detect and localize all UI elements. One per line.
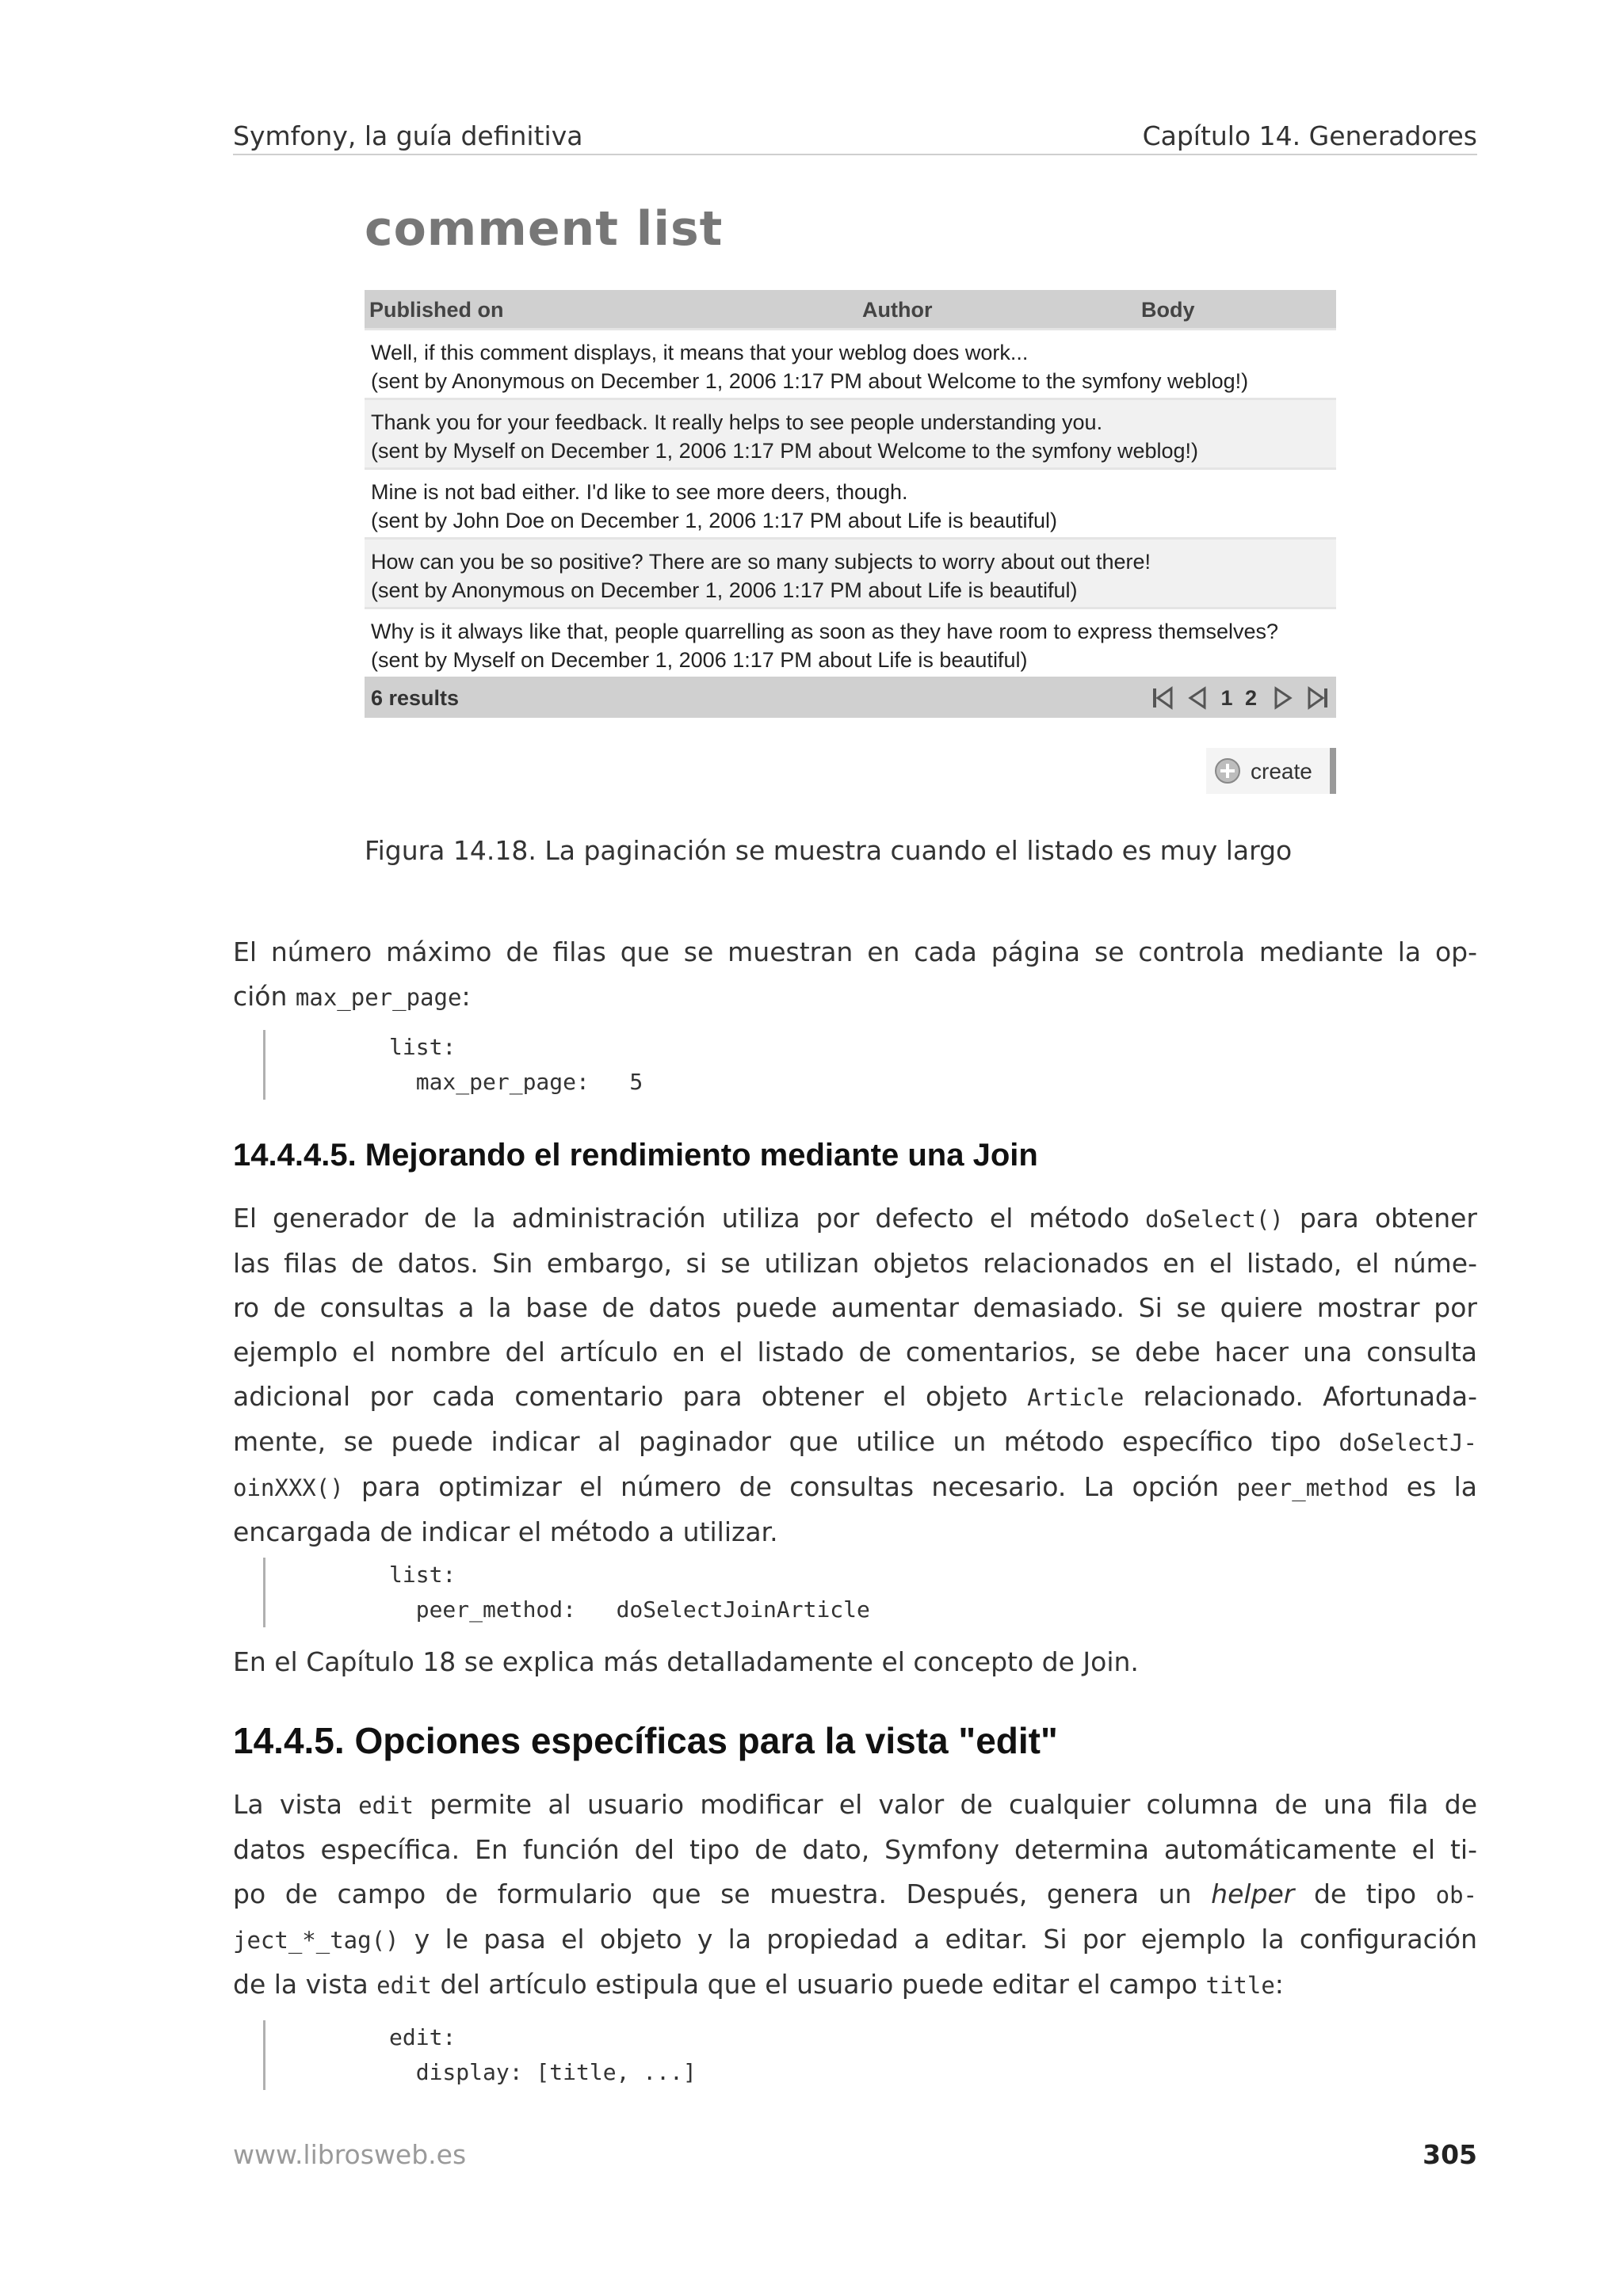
text-line: las filas de datos. Sin embargo, si se utilizan objetos relacionados en el listado, el núme- (233, 1248, 1477, 1279)
table-header (365, 290, 1336, 328)
code-line: edit: (389, 2024, 456, 2050)
text-line: de la vista edit del artículo estipula que el usuario puede editar el campo title: (233, 1969, 1284, 2000)
page-numbers[interactable]: 1 2 (1220, 685, 1260, 710)
table-row[interactable] (365, 398, 1336, 467)
figure-comment-list-title: comment list (365, 201, 724, 257)
text-line: ción max_per_page: (233, 981, 471, 1012)
text-line: mente, se puede indicar al paginador que utilice un método específico tipo doSelectJ- (233, 1426, 1477, 1457)
comment-body: Well, if this comment displays, it means that your weblog does work... (371, 341, 1029, 364)
text-line: ject_*_tag() y le pasa el objeto y la propiedad a editar. Si por ejemplo la configuración (233, 1924, 1477, 1955)
table-row[interactable] (365, 537, 1336, 607)
inline-code: ob- (1435, 1882, 1478, 1909)
plus-circle-icon (1214, 757, 1241, 784)
inline-code: edit (376, 1972, 433, 1999)
text-line: po de campo de formulario que se muestra. Después, genera un helper de tipo ob- (233, 1878, 1478, 1909)
table-row[interactable] (365, 467, 1336, 537)
table-row[interactable] (365, 607, 1336, 677)
text-line: encargada de indicar el método a utilizar. (233, 1516, 778, 1547)
inline-code: Article (1027, 1384, 1125, 1411)
column-body[interactable]: Body (1141, 298, 1195, 322)
comment-meta: (sent by Myself on December 1, 2006 1:17 PM about Life is beautiful) (371, 648, 1028, 672)
text-line: oinXXX() para optimizar el número de consultas necesario. La opción peer_method es la (233, 1471, 1477, 1502)
first-page-icon[interactable] (1151, 685, 1174, 711)
text-line: El número máximo de filas que se muestran en cada página se controla mediante la op- (233, 936, 1477, 967)
text-line: ejemplo el nombre del artículo en el listado de comentarios, se debe hacer una consulta (233, 1337, 1477, 1367)
inline-code: peer_method (1236, 1474, 1389, 1501)
text-line: adicional por cada comentario para obtener el objeto Article relacionado. Afortunada- (233, 1381, 1478, 1412)
section-heading-join: 14.4.4.5. Mejorando el rendimiento mediante una Join (233, 1138, 1038, 1173)
results-count: 6 results (371, 686, 460, 710)
code-line: max_per_page: 5 (389, 1069, 643, 1095)
inline-code: ject_*_tag() (233, 1927, 399, 1954)
code-line: display: [title, ...] (389, 2059, 697, 2085)
comment-body: Why is it always like that, people quarrelling as soon as they have room to express themselves? (371, 620, 1279, 643)
comment-list-table (365, 290, 1336, 718)
inline-code: title (1205, 1972, 1275, 1999)
table-footer (365, 677, 1336, 718)
chapter-title: Capítulo 14. Generadores (1142, 120, 1477, 151)
running-header (233, 116, 1477, 155)
text-line: La vista edit permite al usuario modificar el valor de cualquier columna de una fila de (233, 1789, 1477, 1820)
code-line: peer_method: doSelectJoinArticle (389, 1596, 870, 1623)
figure-caption: Figura 14.18. La paginación se muestra cuando el listado es muy largo (365, 835, 1293, 866)
inline-code: edit (358, 1792, 414, 1819)
text-line: ro de consultas a la base de datos puede aumentar demasiado. Si se quiere mostrar por (233, 1292, 1477, 1323)
paragraph-max-per-page (233, 930, 1477, 1020)
comment-meta: (sent by Anonymous on December 1, 2006 1:17 PM about Life is beautiful) (371, 578, 1078, 602)
comment-meta: (sent by Anonymous on December 1, 2006 1:17 PM about Welcome to the symfony weblog!) (371, 369, 1249, 393)
text-line: El generador de la administración utiliza por defecto el método doSelect() para obtener (233, 1203, 1477, 1234)
previous-page-icon[interactable] (1186, 685, 1209, 711)
comment-body: Thank you for your feedback. It really helps to see people understanding you. (371, 410, 1103, 434)
section-heading-edit: 14.4.5. Opciones específicas para la vista "edit" (233, 1720, 1058, 1761)
code-block-edit-display (263, 2020, 697, 2090)
create-button[interactable] (1206, 748, 1336, 794)
next-page-icon[interactable] (1271, 685, 1295, 711)
paragraph-join (233, 1196, 1477, 1554)
paragraph-chapter-18 (233, 1640, 1477, 1684)
code-block-max-per-page (263, 1030, 643, 1100)
column-published-on[interactable]: Published on (369, 298, 504, 322)
text-line: En el Capítulo 18 se explica más detalladamente el concepto de Join. (233, 1646, 1139, 1677)
create-label: create (1251, 759, 1312, 784)
comment-body: How can you be so positive? There are so many subjects to worry about out there! (371, 550, 1151, 574)
book-title: Symfony, la guía definitiva (233, 120, 583, 151)
column-author[interactable]: Author (862, 298, 933, 322)
page-number: 305 (1423, 2139, 1477, 2170)
text-line: datos específica. En función del tipo de dato, Symfony determina automáticamente el ti- (233, 1834, 1477, 1865)
inline-code: oinXXX() (233, 1474, 344, 1501)
inline-code: doSelect() (1145, 1206, 1284, 1233)
last-page-icon[interactable] (1306, 685, 1330, 711)
comment-meta: (sent by John Doe on December 1, 2006 1:17 PM about Life is beautiful) (371, 509, 1058, 532)
code-block-peer-method (263, 1558, 870, 1627)
paragraph-edit-view (233, 1783, 1477, 2008)
code-line: list: (389, 1562, 456, 1588)
footer-site: www.librosweb.es (233, 2139, 467, 2170)
comment-meta: (sent by Myself on December 1, 2006 1:17 PM about Welcome to the symfony weblog!) (371, 439, 1199, 463)
inline-code: max_per_page (295, 984, 462, 1011)
table-row[interactable] (365, 328, 1336, 398)
pagination (1151, 685, 1330, 711)
code-line: list: (389, 1034, 456, 1060)
emphasis: helper (1211, 1878, 1295, 1909)
comment-body: Mine is not bad either. I'd like to see more deers, though. (371, 480, 908, 504)
inline-code: doSelectJ- (1338, 1429, 1477, 1456)
